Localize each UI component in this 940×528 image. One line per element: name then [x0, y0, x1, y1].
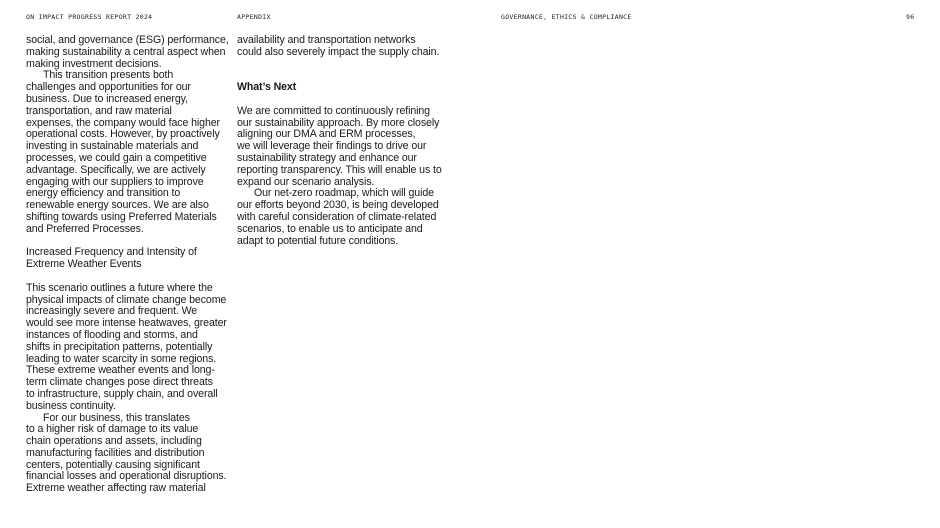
spacer: [237, 59, 442, 71]
text-line: could also severely impact the supply chain.: [237, 45, 440, 58]
text-line: energy efficiency and transition to: [26, 187, 181, 200]
text-line: scenarios, to enable us to anticipate and: [237, 222, 423, 235]
paragraph-business-impact: [26, 413, 231, 496]
text-line: leading to water scarcity in some regions.: [26, 352, 217, 365]
text-line: aligning our DMA and ERM processes,: [237, 128, 416, 141]
report-title: ON IMPACT PROGRESS REPORT 2024: [26, 13, 153, 21]
text-line: Extreme Weather Events: [26, 258, 142, 271]
middle-column: [237, 35, 442, 247]
text-line: business continuity.: [26, 399, 116, 412]
text-line: expand our scenario analysis.: [237, 175, 375, 188]
chapter-label: GOVERNANCE, ETHICS & COMPLIANCE: [501, 13, 632, 21]
text-line: business. Due to increased energy,: [26, 92, 188, 105]
paragraph-supply-chain: [237, 35, 442, 59]
text-line: sustainability strategy and enhance our: [237, 151, 417, 164]
page-number: 96: [906, 13, 915, 21]
left-column: [26, 35, 231, 495]
text-line: social, and governance (ESG) performance,: [26, 34, 229, 46]
paragraph-transition: [26, 70, 231, 235]
heading-whats-next: What’s Next: [237, 81, 297, 94]
text-line: We are committed to continuously refining: [237, 104, 430, 117]
text-line: engaging with our suppliers to improve: [26, 175, 204, 188]
text-line: adapt to potential future conditions.: [237, 234, 399, 247]
section-label: APPENDIX: [237, 13, 271, 21]
text-line: shifts in precipitation patterns, potentially: [26, 340, 213, 353]
text-line: term climate changes pose direct threats: [26, 376, 213, 389]
text-line: with careful consideration of climate-related: [237, 210, 437, 223]
text-line: and Preferred Processes.: [26, 222, 144, 235]
text-line: our sustainability approach. By more closely: [237, 116, 440, 129]
text-line: For our business, this translates: [43, 411, 190, 424]
text-line: Extreme weather affecting raw material: [26, 482, 206, 495]
text-line: These extreme weather events and long-: [26, 364, 215, 377]
text-line: This transition presents both: [43, 69, 174, 82]
paragraph-net-zero: [237, 188, 442, 247]
text-line: physical impacts of climate change become: [26, 293, 227, 306]
text-line: our efforts beyond 2030, is being developed: [237, 199, 439, 212]
text-line: processes, we could gain a competitive: [26, 151, 207, 164]
text-line: centers, potentially causing significant: [26, 458, 200, 471]
text-line: shifting towards using Preferred Materials: [26, 210, 217, 223]
text-line: would see more intense heatwaves, greater: [26, 317, 227, 330]
text-line: Our net-zero roadmap, which will guide: [254, 187, 434, 200]
text-line: investing in sustainable materials and: [26, 140, 199, 153]
text-line: we will leverage their findings to drive our: [237, 140, 427, 153]
text-line: reporting transparency. This will enable us to: [237, 163, 442, 176]
paragraph-esg-continuation: [26, 35, 231, 70]
text-line: increasingly severe and frequent. We: [26, 305, 198, 318]
text-line: making investment decisions.: [26, 57, 162, 70]
text-line: transportation, and raw material: [26, 104, 172, 117]
text-line: making sustainability a central aspect when: [26, 45, 226, 58]
text-line: instances of flooding and storms, and: [26, 328, 198, 341]
text-line: operational costs. However, by proactively: [26, 128, 220, 141]
subheading-extreme-weather: [26, 247, 231, 271]
text-line: challenges and opportunities for our: [26, 81, 191, 94]
text-line: This scenario outlines a future where the: [26, 281, 213, 294]
paragraph-commitment: [237, 106, 442, 189]
text-line: expenses, the company would face higher: [26, 116, 220, 129]
text-line: availability and transportation networks: [237, 34, 416, 46]
text-line: to a higher risk of damage to its value: [26, 423, 199, 436]
text-line: to infrastructure, supply chain, and overall: [26, 387, 218, 400]
text-line: manufacturing facilities and distribution: [26, 446, 205, 459]
text-line: advantage. Specifically, we are actively: [26, 163, 206, 176]
text-line: renewable energy sources. We are also: [26, 199, 209, 212]
text-line: Increased Frequency and Intensity of: [26, 246, 197, 259]
paragraph-scenario: [26, 283, 231, 413]
text-line: chain operations and assets, including: [26, 435, 202, 448]
text-line: financial losses and operational disruptions.: [26, 470, 227, 483]
